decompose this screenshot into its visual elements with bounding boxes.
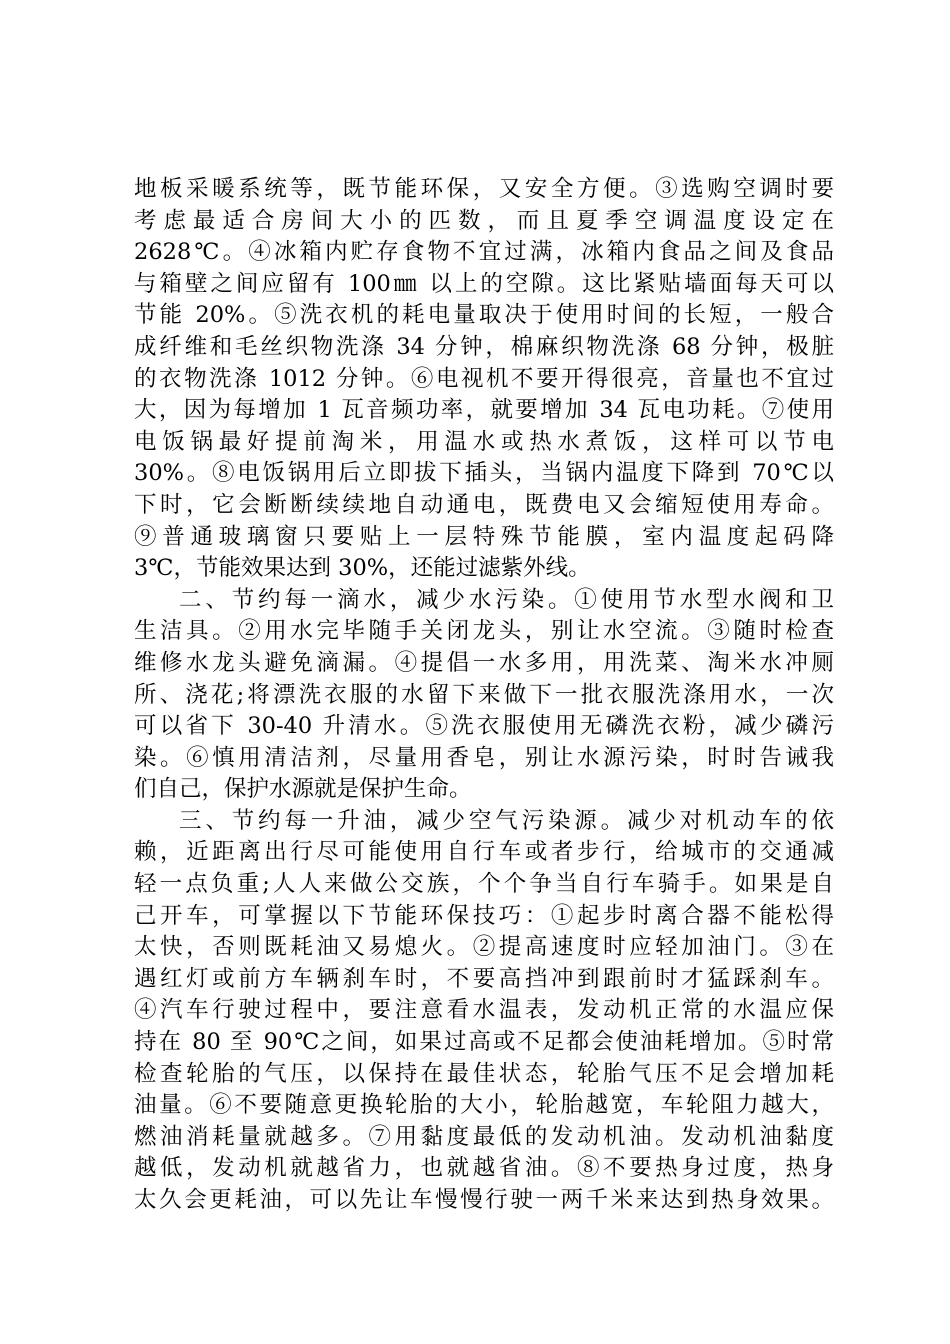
text-line: 3℃，节能效果达到 30%，还能过滤紫外线。: [134, 555, 591, 582]
paragraph-start-line: 三、节约每一升油，减少空气污染源。减少对机动车的依: [179, 807, 834, 834]
text-line: 赖，近距离出行尽可能使用自行车或者步行，给城市的交通减: [134, 839, 834, 866]
text-line: 的衣物洗涤 1012 分钟。⑥电视机不要开得很亮，音量也不宜过: [134, 365, 834, 392]
text-line: 与箱壁之间应留有 100㎜ 以上的空隙。这比紧贴墙面每天可以: [134, 270, 834, 297]
text-line: 燃油消耗量就越多。⑦用黏度最低的发动机油。发动机油黏度: [134, 1123, 834, 1150]
text-line: 太久会更耗油，可以先让车慢慢行驶一两千米来达到热身效果。: [134, 1187, 834, 1213]
text-line: 所、浇花;将漂洗衣服的水留下来做下一批衣服洗涤用水，一次: [134, 681, 834, 708]
text-line: 节能 20%。⑤洗衣机的耗电量取决于使用时间的长短，一般合: [134, 302, 834, 329]
text-line: 成纤维和毛丝织物洗涤 34 分钟，棉麻织物洗涤 68 分钟，极脏: [134, 333, 834, 360]
text-line: 越低，发动机就越省力，也就越省油。⑧不要热身过度，热身: [134, 1155, 834, 1182]
text-line: 地板采暖系统等，既节能环保，又安全方便。③选购空调时要: [134, 176, 834, 202]
text-line: 2628℃。④冰箱内贮存食物不宜过满，冰箱内食品之间及食品: [134, 239, 834, 266]
text-line: 油量。⑥不要随意更换轮胎的大小，轮胎越宽，车轮阻力越大，: [134, 1092, 834, 1119]
text-line: 下时，它会断断续续地自动通电，既费电又会缩短使用寿命。: [134, 491, 834, 518]
text-line: 持在 80 至 90℃之间，如果过高或不足都会使油耗增加。⑤时常: [134, 1029, 834, 1056]
text-line: 轻一点负重;人人来做公交族，个个争当自行车骑手。如果是自: [134, 871, 834, 898]
text-line: 可以省下 30-40 升清水。⑤洗衣服使用无磷洗衣粉，减少磷污: [134, 713, 834, 740]
text-line: 己开车，可掌握以下节能环保技巧：①起步时离合器不能松得: [134, 902, 834, 929]
paragraph-start-line: 二、节约每一滴水，减少水污染。①使用节水型水阀和卫: [179, 586, 834, 613]
text-line: 遇红灯或前方车辆刹车时，不要高挡冲到跟前时才猛踩刹车。: [134, 965, 834, 992]
text-line: 检查轮胎的气压，以保持在最佳状态，轮胎气压不足会增加耗: [134, 1060, 834, 1087]
text-line: 电饭锅最好提前淘米，用温水或热水煮饭，这样可以节电: [134, 428, 834, 455]
text-line: 生洁具。②用水完毕随手关闭龙头，别让水空流。③随时检查: [134, 618, 834, 645]
text-line: 染。⑥慎用清洁剂，尽量用香皂，别让水源污染，时时告诫我: [134, 744, 834, 771]
text-line: 维修水龙头避免滴漏。④提倡一水多用，用洗菜、淘米水冲厕: [134, 649, 834, 676]
text-line: ⑨普通玻璃窗只要贴上一层特殊节能膜，室内温度起码降: [134, 523, 834, 550]
text-line: 考虑最适合房间大小的匹数，而且夏季空调温度设定在: [134, 207, 834, 234]
text-line: 30%。⑧电饭锅用后立即拔下插头，当锅内温度下降到 70℃以: [134, 460, 834, 487]
text-line: 太快，否则既耗油又易熄火。②提高速度时应轻加油门。③在: [134, 934, 834, 961]
text-line: 大，因为每增加 1 瓦音频功率，就要增加 34 瓦电功耗。⑦使用: [134, 397, 834, 424]
text-line: ④汽车行驶过程中，要注意看水温表，发动机正常的水温应保: [134, 997, 834, 1024]
text-line: 们自己，保护水源就是保护生命。: [134, 776, 472, 803]
document-body: [134, 174, 834, 1217]
